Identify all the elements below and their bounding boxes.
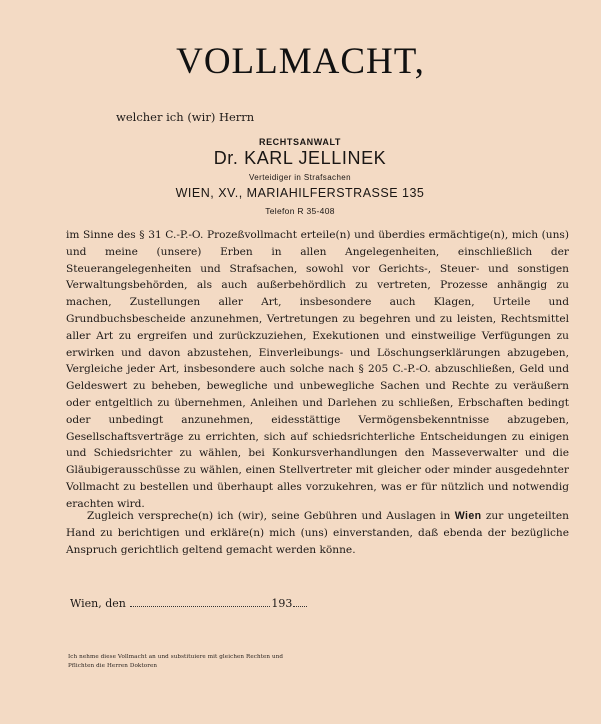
attorney-role: RECHTSANWALT (258, 137, 342, 147)
date-line (70, 597, 307, 610)
document-title: VOLLMACHT, (176, 41, 425, 82)
fee-paragraph-start: Zugleich verspreche(n) ich (wir), seine Gebühren und Auslagen in (87, 510, 451, 522)
attorney-specialty: Verteidiger in Strafsachen (248, 173, 351, 182)
substitution-note: Ich nehme diese Vollmacht an und substituiere mit gleichen Rechten und Pflichten die Herren Doktoren (68, 654, 284, 669)
date-year-prefix: 193 (271, 597, 293, 610)
attorney-address: WIEN, XV., MARIAHILFERSTRASSE 135 (175, 186, 425, 200)
fee-paragraph-place: Wien (454, 510, 482, 522)
date-place: Wien, den (70, 597, 126, 610)
fee-paragraph-end: zur ungeteilten Hand zu berichtigen und erkläre(n) mich (uns) einverstanden, daß ebenda der bezügliche Anspruch gerichtlich geltend gemacht werden könne. (66, 510, 569, 556)
date-blank[interactable] (130, 606, 270, 607)
fee-paragraph (66, 508, 569, 558)
intro-line: welcher ich (wir) Herrn (116, 110, 255, 124)
attorney-phone: Telefon R 35-408 (265, 206, 335, 216)
year-blank[interactable] (293, 606, 307, 607)
attorney-name: Dr. KARL JELLINEK (213, 148, 387, 168)
authorization-paragraph: im Sinne des § 31 C.-P.-O. Prozeßvollmacht erteile(n) und überdies ermächtige(n), mich (uns) und meine (unsere) Erben in allen Angelegenheiten, einschließlich der Steuerangelegenheiten und Strafsachen, sowohl vor Gerichts-, Steuer- und sonstigen Verwaltungsbehörden, als auch außerbehördlich zu vertreten, Prozesse anhängig zu machen, Zustellungen aller Art, insbesondere auch Klagen, Urteile und Grundbuchsbescheide anzunehmen, Vertretungen zu begehren und zu leisten, Rechtsmittel aller Art zu ergreifen und zurückzuziehen, Exekutionen und einstweilige Verfügungen zu erwirken und davon abzustehen, Einverleibungs- und Löschungserklärungen abzugeben, Vergleiche jeder Art, insbesondere auch solche nach § 205 C.-P.-O. abzuschließen, Geld und Geldeswert zu beheben, bewegliche und unbewegliche Sachen und Rechte zu veräußern oder entgeltlich zu übernehmen, Anleihen und Darlehen zu schließen, Erbschaften bedingt oder unbedingt anzunehmen, eidesstättige Vermögensbekenntnisse abzugeben, Gesellschaftsverträge zu errichten, sich auf schiedsrichterliche Entscheidungen zu einigen und Schiedsrichter zu wählen, bei Konkursverhandlungen den Masseverwalter und die Gläubigerausschüsse zu wählen, einen Stellvertreter mit gleicher oder minder ausgedehnter Vollmacht zu bestellen und überhaupt alles vorzukehren, was er für nützlich und notwendig erachten wird. (66, 229, 569, 510)
